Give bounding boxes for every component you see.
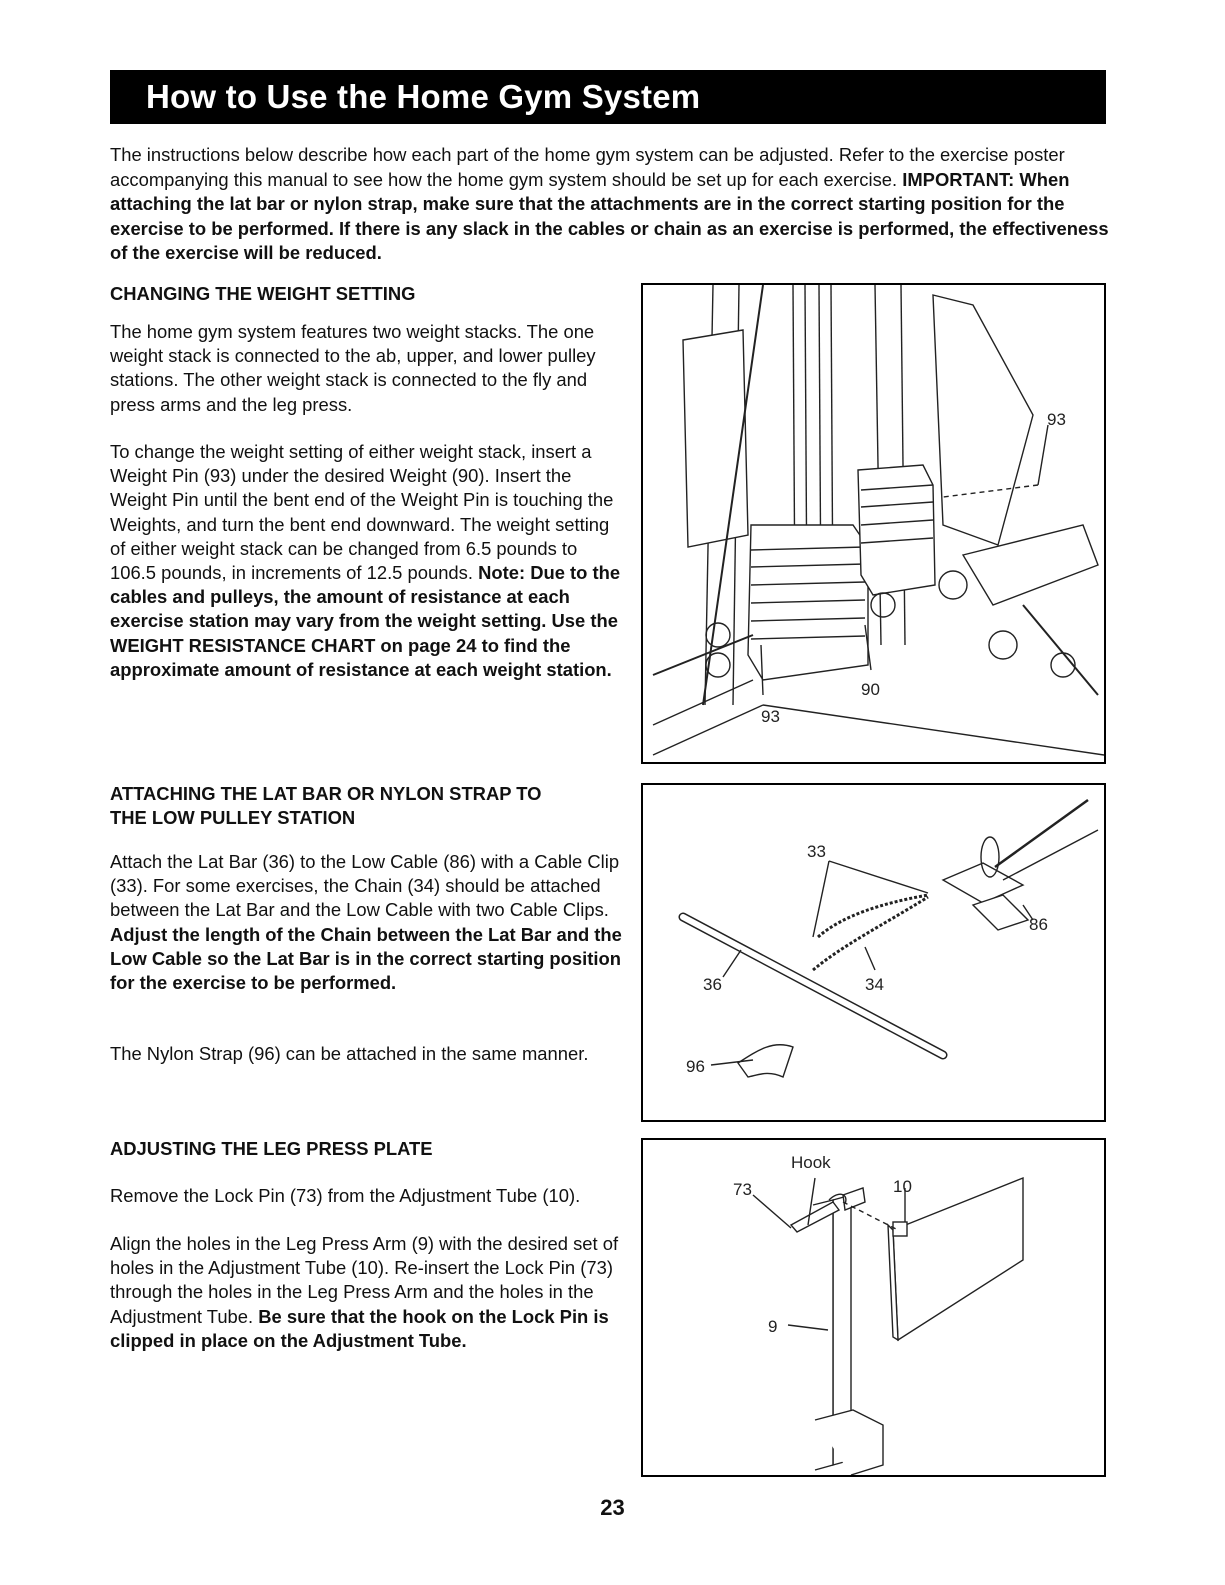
- leg-press-instructions: Align the holes in the Leg Press Arm (9) with the desired set of holes in the Adjustment Tube (10). Re-insert the Lock Pin (73) through the holes in the Leg Press Arm and the holes in the Adjustment Tube.: [110, 1233, 619, 1327]
- lat-bar-illustration: [643, 785, 1104, 1120]
- label-lock-pin: 73: [733, 1180, 752, 1199]
- leg-press-heading: ADJUSTING THE LEG PRESS PLATE: [110, 1138, 433, 1159]
- weight-stack-figure: [641, 283, 1106, 764]
- leg-press-hook-note: Be sure that the hook on the Lock Pin is clipped in place on the Adjustment Tube.: [110, 1305, 609, 1351]
- label-low-cable: 86: [1029, 915, 1048, 934]
- label-lat-bar: 36: [703, 975, 722, 994]
- weight-setting-heading: CHANGING THE WEIGHT SETTING: [110, 283, 416, 304]
- intro-important: IMPORTANT: When attaching the lat bar or nylon strap, make sure that the attachments are in the correct starting position for the exercise to be performed. If there is any slack in the cables or chain as an exercise is performed, the effectiveness of the exercise will be reduced.: [110, 168, 1109, 263]
- lat-bar-figure: [641, 783, 1106, 1122]
- intro-section: [110, 143, 1110, 266]
- weight-setting-paragraph-1: The home gym system features two weight stacks. The one weight stack is connected to the ab, upper, and lower pulley stations. The other weight stack is connected to the fly and press arms and the leg press.: [110, 321, 596, 415]
- page-number: 23: [600, 1495, 625, 1520]
- lat-bar-heading: [110, 782, 542, 830]
- lat-bar-paragraph-2: The Nylon Strap (96) can be attached in the same manner.: [110, 1043, 589, 1064]
- weight-setting-paragraph-2: [110, 440, 622, 682]
- page-title: How to Use the Home Gym System: [146, 78, 701, 115]
- label-cable-clip: 33: [807, 842, 826, 861]
- lat-bar-heading-line-1: ATTACHING THE LAT BAR OR NYLON STRAP TO: [110, 783, 542, 804]
- intro-text: [110, 143, 1110, 266]
- weight-stack-illustration: [643, 285, 1104, 762]
- weight-setting-instructions: To change the weight setting of either weight stack, insert a Weight Pin (93) under the desired Weight (90). Insert the Weight Pin until the bent end of the Weight Pin is touching the Weights, and turn the bent end downward. The weight setting of either weight stack can be changed from 6.5 pounds to 106.5 pounds, in increments of 12.5 pounds.: [110, 441, 614, 584]
- lat-bar-adjust-note: Adjust the length of the Chain between the Lat Bar and the Low Cable so the Lat Bar is in the correct starting position for the exercise to be performed.: [110, 923, 622, 994]
- lat-bar-instructions: Attach the Lat Bar (36) to the Low Cable (86) with a Cable Clip (33). For some exercises, the Chain (34) should be attached between the Lat Bar and the Low Cable with two Cable Clips.: [110, 851, 620, 921]
- label-weight-pin-top: 93: [1047, 410, 1066, 429]
- intro-normal: The instructions below describe how each part of the home gym system can be adjusted. Refer to the exercise poster accompanying this manual to see how the home gym system should be set up for each exercise.: [110, 144, 1065, 190]
- weight-setting-note: Note: Due to the cables and pulleys, the amount of resistance at each exercise station may vary from the weight setting. Use the WEIGHT RESISTANCE CHART on page 24 to find the approximate amount of resistance at each weight station.: [110, 562, 621, 680]
- label-weights: 90: [861, 680, 880, 699]
- label-nylon-strap: 96: [686, 1057, 705, 1076]
- label-hook: Hook: [791, 1153, 831, 1172]
- label-weight-pin-bottom: 93: [761, 707, 780, 726]
- leg-press-figure: [641, 1138, 1106, 1477]
- label-leg-press-arm: 9: [768, 1317, 778, 1336]
- label-adjustment-tube: 10: [893, 1177, 912, 1196]
- lat-bar-heading-line-2: THE LOW PULLEY STATION: [110, 807, 356, 828]
- title-bar: [110, 70, 1106, 124]
- leg-press-illustration: [643, 1140, 1104, 1475]
- leg-press-paragraph-1: Remove the Lock Pin (73) from the Adjustment Tube (10).: [110, 1185, 581, 1206]
- lat-bar-paragraph-1: [110, 850, 622, 995]
- label-chain: 34: [865, 975, 884, 994]
- leg-press-paragraph-2: [110, 1232, 622, 1353]
